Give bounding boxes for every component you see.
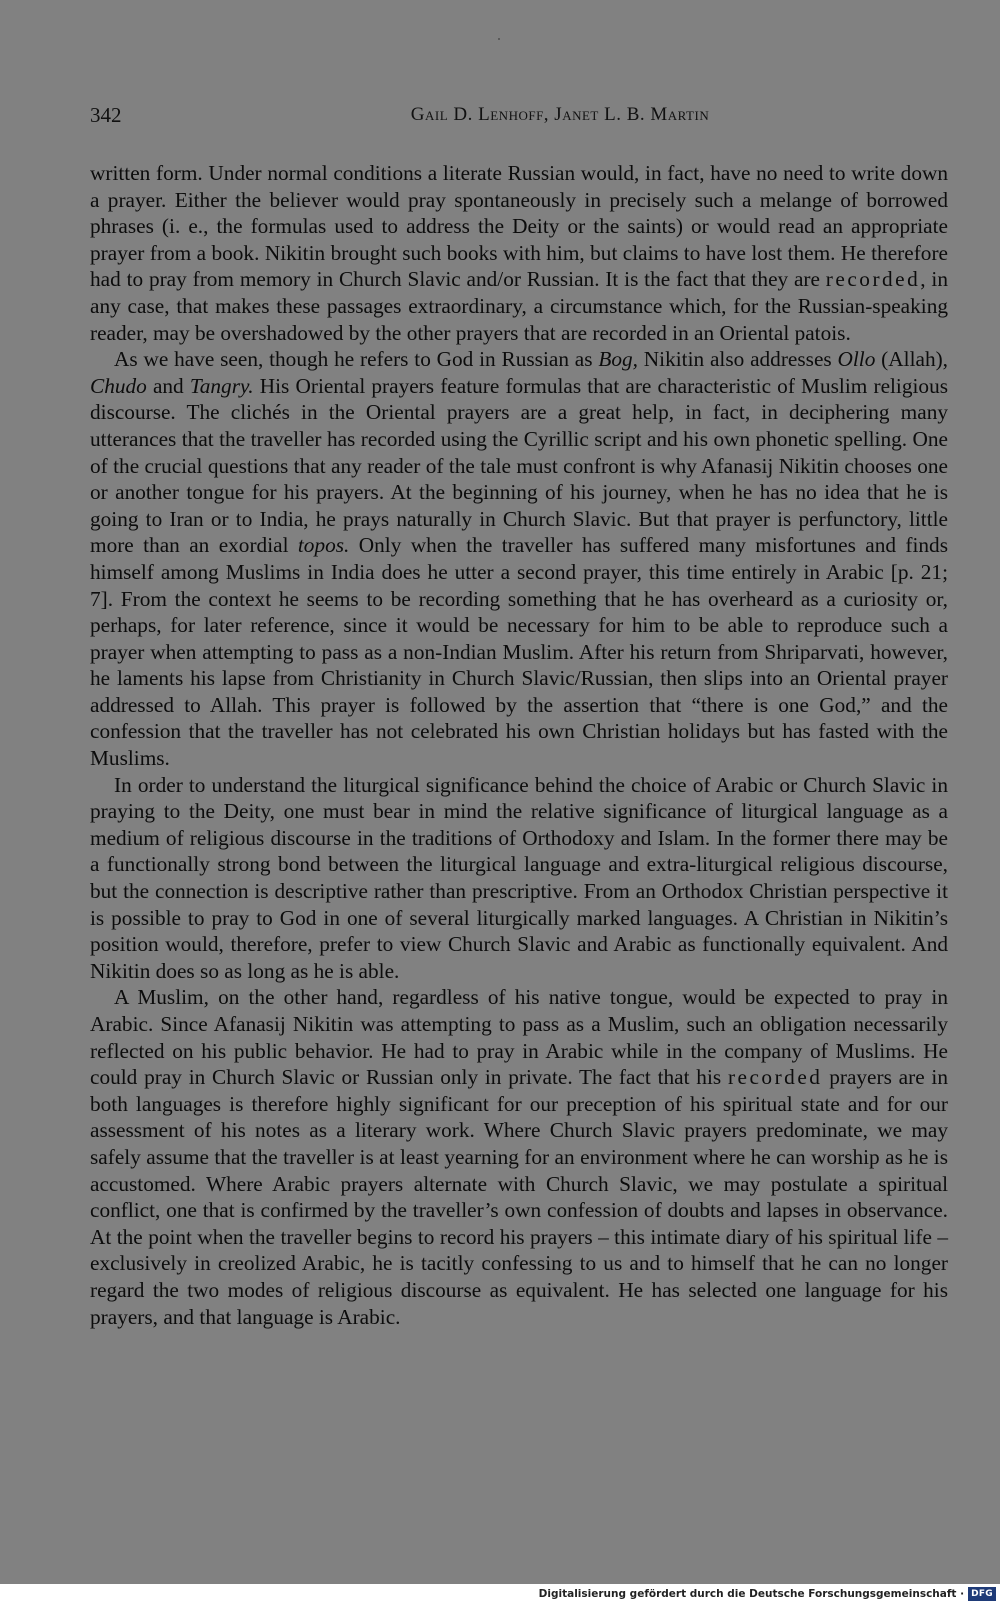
dfg-logo: DFG [968, 1587, 996, 1601]
paragraph-1-text-a: written form. Under normal conditions a literate Russian would, in fact, have no need to write down a prayer. Either the believer would pray spontaneously in precisely such a melange of borrowed phrases (i. e., the formulas used to address the Deity or the saints) or would read an appropriate prayer from a book. Nikitin brought such books with him, but claims to have lost them. He therefore had to pray from memory in Church Slavic and/or Russian. It is the fact that they are [90, 161, 948, 292]
footer-credit: Digitalisierung gefördert durch die Deutsche Forschungsgemeinschaft · [538, 1588, 965, 1600]
paragraph-2-italic-ollo: Ollo [837, 347, 876, 372]
paragraph-2-text-e: His Oriental prayers feature formulas that are characteristic of Muslim religious discourse. The clichés in the Oriental prayers are a great help, in fact, in deciphering many utterances that the traveller has recorded using the Cyrillic script and his own phonetic spelling. One of the crucial questions that any reader of the tale must confront is why Afanasij Nikitin chooses one or another tongue for his prayers. At the beginning of his journey, when he has no idea that he is going to Iran or to India, he prays naturally in Church Slavic. But that prayer is perfunctory, little more than an exordial [90, 373, 949, 558]
paragraph-1 [90, 160, 948, 346]
digitization-footer [539, 1586, 996, 1602]
page-number: 342 [90, 103, 122, 127]
running-head-authors: Gail D. Lenhoff, Janet L. B. Martin [410, 104, 710, 125]
running-head [90, 100, 950, 130]
paragraph-1-spaced-word: recorded [825, 267, 921, 292]
paragraph-2-italic-chudo: Chudo [90, 373, 147, 398]
paragraph-4-spaced-word: recorded [727, 1065, 823, 1090]
paragraph-4-text-b: prayers are in both languages is therefore highly significant for our preception of his spiritual state and for our assessment of his notes as a literary work. Where Church Slavic prayers predominate, we may safely assume that the traveller is at least yearning for an environment where he can worship as he is accustomed. Where Arabic prayers alternate with Church Slavic, we may postulate a spiritual conflict, one that is confirmed by the traveller’s own confession of doubts and lapses in observance. At the point when the traveller begins to record his prayers – this intimate diary of his spiritual life – exclusively in creolized Arabic, he is tacitly confessing to us and to himself that he can no longer regard the two modes of religious discourse as equivalent. He has selected one language for his prayers, and that language is Arabic. [90, 1065, 948, 1329]
paragraph-2-italic-tangry: Tangry. [189, 373, 254, 398]
paragraph-4-text-a: A Muslim, on the other hand, regardless of his native tongue, would be expected to pray in Arabic. Since Afanasij Nikitin was attempting to pass as a Muslim, such an obligation necessarily reflected on his public behavior. He had to pray in Arabic while in the company of Muslims. He could pray in Church Slavic or Russian only in private. The fact that his [90, 985, 948, 1090]
paragraph-2-italic-topos: topos. [297, 533, 350, 558]
paragraph-2-text-d: and [146, 373, 190, 398]
paragraph-4 [90, 984, 948, 1330]
paragraph-2-text-b: Nikitin also addresses [637, 347, 838, 372]
paragraph-2-text-a: As we have seen, though he refers to God in Russian as [114, 347, 599, 372]
paragraph-2-text-c: (Allah), [875, 347, 949, 372]
paragraph-3: In order to understand the liturgical significance behind the choice of Arabic or Church Slavic in praying to the Deity, one must bear in mind the relative significance of liturgical language as a medium of religious discourse in the traditions of Orthodoxy and Islam. In the former there may be a functionally strong bond between the liturgical language and extra-liturgical religious discourse, but the connection is descriptive rather than prescriptive. From an Orthodox Christian perspective it is possible to pray to God in one of several liturgically marked languages. A Christian in Nikitin’s position would, therefore, prefer to view Church Slavic and Arabic as functionally equivalent. And Nikitin does so as long as he is able. [90, 772, 948, 983]
paragraph-2-text-f: Only when the traveller has suffered many misfortunes and finds himself among Muslims in India does he utter a second prayer, this time entirely in Arabic [p. 21; 7]. From the context he seems to be recording something that he has overheard as a curiosity or, perhaps, for later reference, since it would be necessary for him to be able to reproduce such a prayer when attempting to pass as a non-Indian Muslim. After his return from Shriparvati, however, he laments his lapse from Christianity in Church Slavic/Russian, then slips into an Oriental prayer addressed to Allah. This prayer is followed by the assertion that “there is one God,” and the confession that the traveller has not celebrated his own Christian holidays but has fasted with the Muslims. [90, 533, 948, 771]
body-text [90, 160, 948, 1330]
paragraph-2-italic-bog: Bog, [598, 347, 638, 372]
paragraph-1-text-b: , in any case, that makes these passages extraordinary, a circumstance which, for the Russian-speaking reader, may be overshadowed by the other prayers that are recorded in an Oriental patois. [90, 267, 949, 345]
paragraph-2 [90, 346, 948, 772]
scan-speck [498, 38, 500, 40]
